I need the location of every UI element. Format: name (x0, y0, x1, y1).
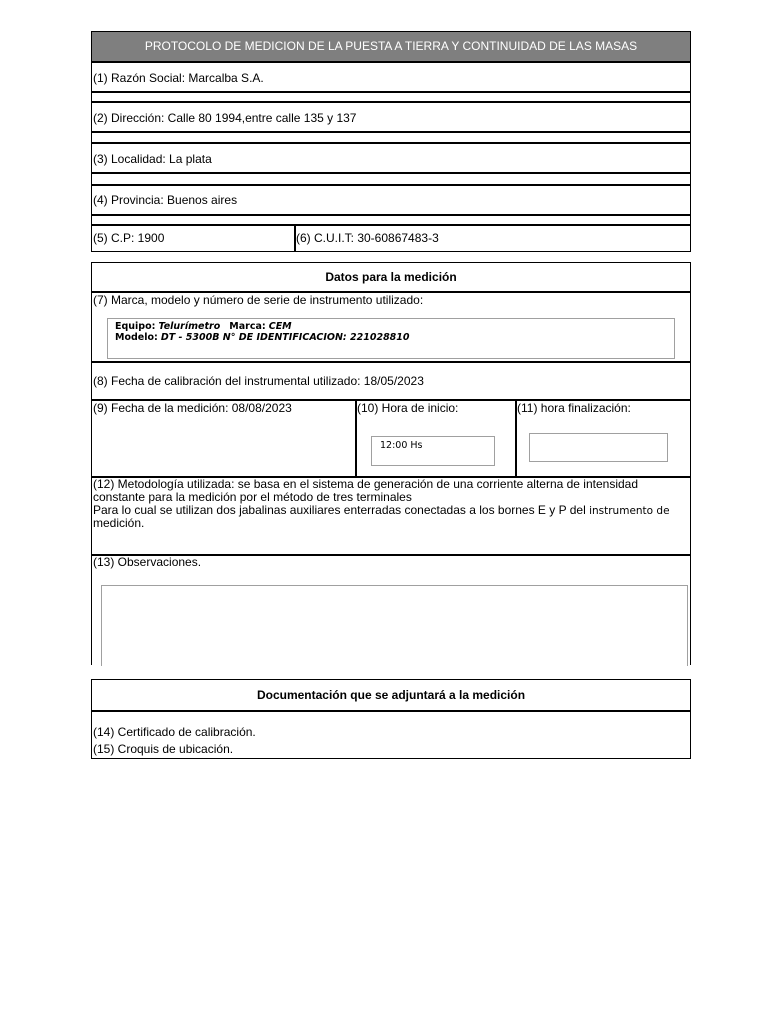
modelo-label: Modelo: (115, 332, 158, 343)
direccion-row (91, 101, 691, 133)
razon-social-row (91, 61, 691, 93)
razon-social-text: (1) Razón Social: Marcalba S.A. (93, 71, 264, 85)
metodologia-line-1: (12) Metodología utilizada: se basa en el sistema de generación de una corriente alterna de intensidad (93, 477, 639, 491)
cp-text: (5) C.P: 1900 (93, 231, 165, 245)
marca-value: CEM (268, 321, 292, 332)
hora-inicio-label: (10) Hora de inicio: (357, 401, 459, 415)
localidad-text: (3) Localidad: La plata (93, 152, 212, 166)
fecha-medicion-cell (91, 399, 357, 478)
cp-cell (91, 224, 296, 252)
calibracion-row (91, 361, 691, 401)
documentacion-title: Documentación que se adjuntará a la medición (256, 688, 526, 702)
modelo-value: DT - 5300B N° DE IDENTIFICACION: 221028810 (160, 332, 410, 343)
hora-fin-cell (515, 399, 691, 478)
instrumento-field[interactable] (107, 318, 675, 359)
cuit-cell (294, 224, 691, 252)
direccion-text: (2) Dirección: Calle 80 1994,entre calle 135 y 137 (93, 111, 357, 125)
hora-inicio-value: 12:00 Hs (380, 440, 423, 451)
metodologia-line-4: medición. (93, 516, 145, 530)
documentacion-item-croquis: (15) Croquis de ubicación. (93, 742, 234, 756)
observaciones-label: (13) Observaciones. (93, 555, 202, 569)
calibracion-text: (8) Fecha de calibración del instrumental utilizado: 18/05/2023 (93, 374, 424, 388)
documentacion-item-certificado: (14) Certificado de calibración. (93, 725, 256, 739)
metodologia-row (91, 476, 691, 556)
hora-fin-label: (11) hora finalización: (517, 401, 631, 415)
metodologia-line-3a: Para lo cual se utilizan dos jabalinas auxiliares enterradas conectadas a los bornes E y P del (93, 503, 586, 517)
equipo-label: Equipo: (115, 321, 156, 332)
fecha-medicion-text: (9) Fecha de la medición: 08/08/2023 (93, 401, 292, 415)
observaciones-row (91, 554, 691, 665)
hora-inicio-field[interactable] (371, 436, 495, 466)
provincia-text: (4) Provincia: Buenos aires (93, 193, 238, 207)
modelo-line (115, 332, 410, 343)
medicion-title-row (91, 262, 691, 293)
provincia-row (91, 184, 691, 216)
equipo-line (115, 321, 292, 332)
hora-inicio-cell (355, 399, 517, 478)
instrumento-label: (7) Marca, modelo y número de serie de instrumento utilizado: (93, 293, 424, 307)
documentacion-list (91, 710, 691, 759)
hora-fin-field[interactable] (529, 433, 668, 462)
page-title (91, 31, 691, 63)
localidad-row (91, 142, 691, 174)
equipo-value: Telurímetro (158, 321, 221, 332)
marca-label: Marca: (229, 321, 266, 332)
page-title-text: PROTOCOLO DE MEDICION DE LA PUESTA A TIERRA Y CONTINUIDAD DE LAS MASAS (144, 39, 638, 53)
observaciones-field[interactable] (101, 585, 688, 666)
metodologia-line-3b: instrumento de (589, 505, 670, 517)
metodologia-line-2: constante para la medición por el método de tres terminales (93, 490, 412, 504)
medicion-title: Datos para la medición (325, 270, 457, 284)
documentacion-title-row (91, 679, 691, 712)
cuit-text: (6) C.U.I.T: 30-60867483-3 (296, 231, 439, 245)
instrumento-row (91, 291, 691, 363)
metodologia-line-3 (93, 503, 670, 518)
